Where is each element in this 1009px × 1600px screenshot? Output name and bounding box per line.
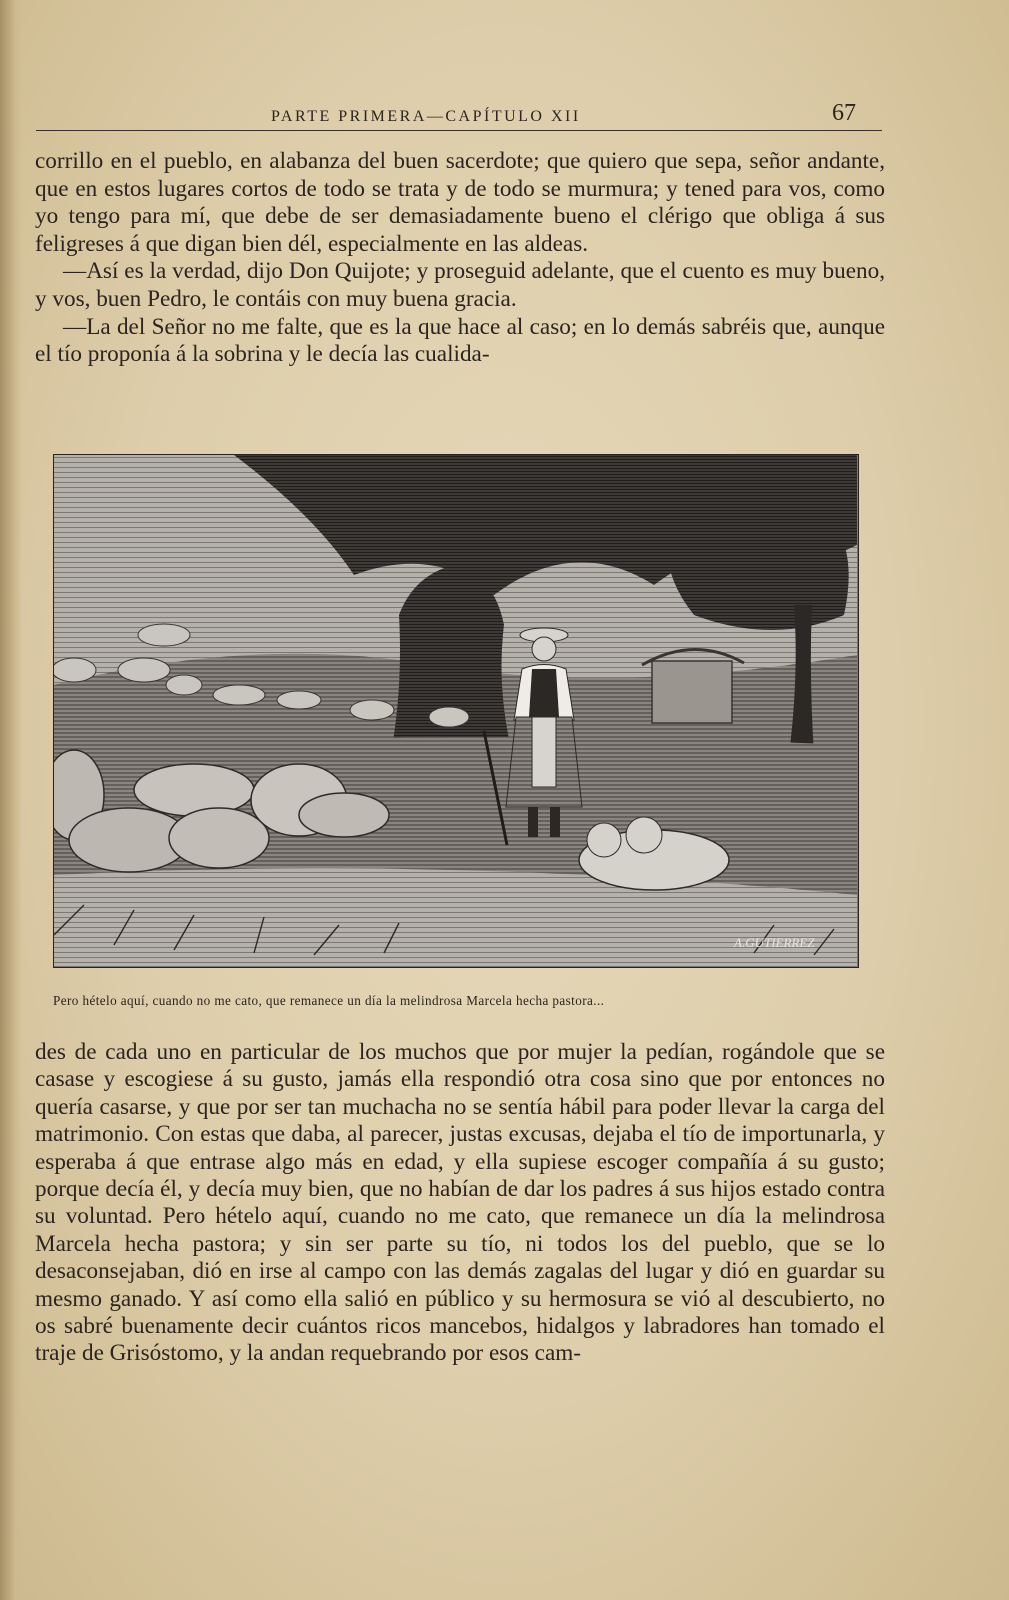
running-head: PARTE PRIMERA—CAPÍTULO XII: [271, 108, 581, 125]
body-text-bottom: [35, 1039, 885, 1368]
paragraph: —La del Señor no me falte, que es la que hace al caso; en lo demás sabréis que, aunque el tío proponía á la sobrina y le decía las cualida-: [35, 313, 885, 368]
paragraph: des de cada uno en particular de los muchos que por mujer la pedían, rogándole que se casase y escogiese á su gusto, jamás ella respondió otra cosa sino que por entonces no quería casarse, y que por ser tan muchacha no se sentía hábil para poder llevar la carga del matrimonio. Con estas que daba, al parecer, justas excusas, dejaba el tío de importunarla, y esperaba á que entrase algo más en edad, y ella supiese escoger compañía á su gusto; porque decía él, y decía muy bien, que no habían de dar los padres á sus hijos estado contra su voluntad. Pero hételo aquí, cuando no me cato, que remanece un día la melindrosa Marcela hecha pastora; y sin ser parte su tío, ni todos los del pueblo, que se lo desaconsejaban, dió en irse al campo con las demás zagalas del lugar y dió en guardar su mesmo ganado. Y así como ella salió en público y su hermosura se vió al descubierto, no os sabré buenamente decir cuántos ricos mancebos, hidalgos y labradores han tomado el traje de Grisóstomo, y la andan requebrando por esos cam-: [35, 1039, 885, 1367]
paragraph: corrillo en el pueblo, en alabanza del buen sacerdote; que quiero que sepa, señor andante, que en estos lugares cortos de todo se trata y de todo se murmura; y tened para vos, como yo tengo para mí, que debe de ser demasiadamente bueno el clérigo que obliga á sus feligreses á que digan bien dél, especialmente en las aldeas.: [35, 148, 885, 257]
page-binding-edge: [0, 0, 22, 1600]
page-header: [36, 100, 882, 131]
figure-caption: Pero hételo aquí, cuando no me cato, que remanece un día la melindrosa Marcela hecha pastora...: [53, 993, 605, 1008]
shepherdess-engraving: [54, 455, 857, 966]
page-number: 67: [832, 100, 856, 126]
engraving-illustration: [53, 454, 859, 968]
paragraph: —Así es la verdad, dijo Don Quijote; y proseguid adelante, que el cuento es muy bueno, y vos, buen Pedro, le contáis con muy buena gracia.: [35, 258, 885, 312]
engraver-signature: A.GUTIERREZ: [734, 935, 815, 950]
body-text-top: [35, 148, 885, 369]
